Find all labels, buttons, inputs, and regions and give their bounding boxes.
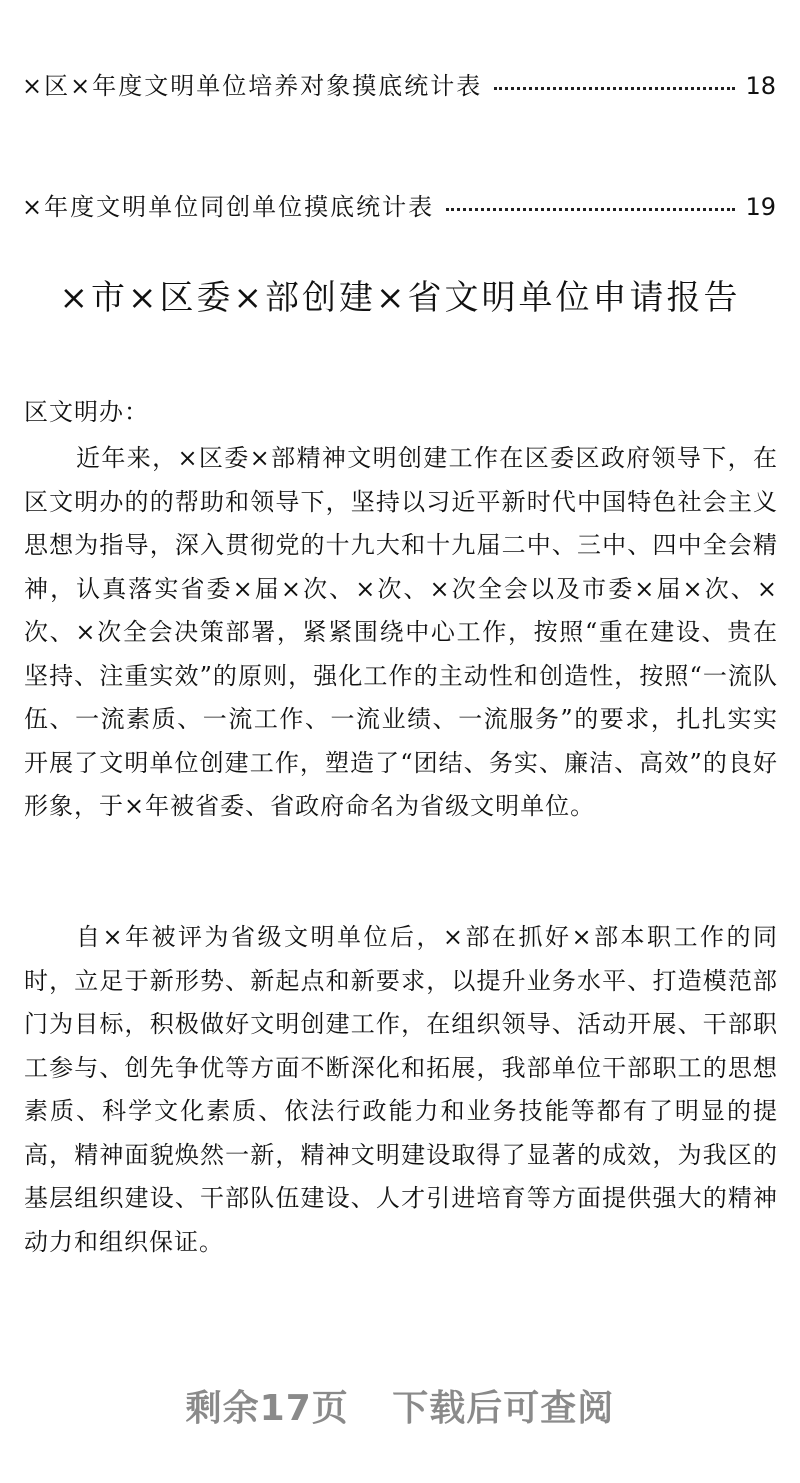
salutation: 区文明办： bbox=[24, 398, 149, 426]
toc-entry-title: ×年度文明单位同创单位摸底统计表 bbox=[22, 193, 435, 221]
toc-leader-dots bbox=[446, 208, 735, 211]
body-paragraph: 近年来，×区委×部精神文明创建工作在区委区政府领导下，在区文明办的的帮助和领导下，坚持以习近平新时代中国特色社会主义思想为指导，深入贯彻党的十九大和十九届二中、三中、四中全会精神，认真落实省委×届×次、×次、×次全会以及市委×届×次、×次、×次全会决策部署，紧紧围绕中心工作，按照“重在建设、贵在坚持、注重实效”的原则，强化工作的主动性和创造性，按照“一流队伍、一流素质、一流工作、一流业绩、一流服务”的要求，扎扎实实开展了文明单位创建工作，塑造了“团结、务实、廉洁、高效”的良好形象，于×年被省委、省政府命名为省级文明单位。 bbox=[24, 444, 778, 820]
body-paragraph: 自×年被评为省级文明单位后，×部在抓好×部本职工作的同时，立足于新形势、新起点和新要求，以提升业务水平、打造模范部门为目标，积极做好文明创建工作，在组织领导、活动开展、干部职工参与、创先争优等方面不断深化和拓展，我部单位干部职工的思想素质、科学文化素质、依法行政能力和业务技能等都有了明显的提高，精神面貌焕然一新，精神文明建设取得了显著的成效，为我区的基层组织建设、干部队伍建设、人才引进培育等方面提供强大的精神动力和组织保证。 bbox=[24, 923, 778, 1256]
toc-entry-page: 18 bbox=[745, 72, 776, 100]
toc-entry[interactable] bbox=[22, 187, 776, 222]
remaining-pages-notice[interactable]: 剩余17页 下载后可查阅 bbox=[185, 1388, 615, 1429]
toc-entry-page: 19 bbox=[745, 193, 776, 221]
toc-entry-title: ×区×年度文明单位培养对象摸底统计表 bbox=[22, 72, 483, 100]
toc-entry[interactable] bbox=[22, 66, 776, 101]
toc-leader-dots bbox=[494, 87, 735, 90]
document-title: ×市×区委×部创建×省文明单位申请报告 bbox=[59, 278, 741, 318]
